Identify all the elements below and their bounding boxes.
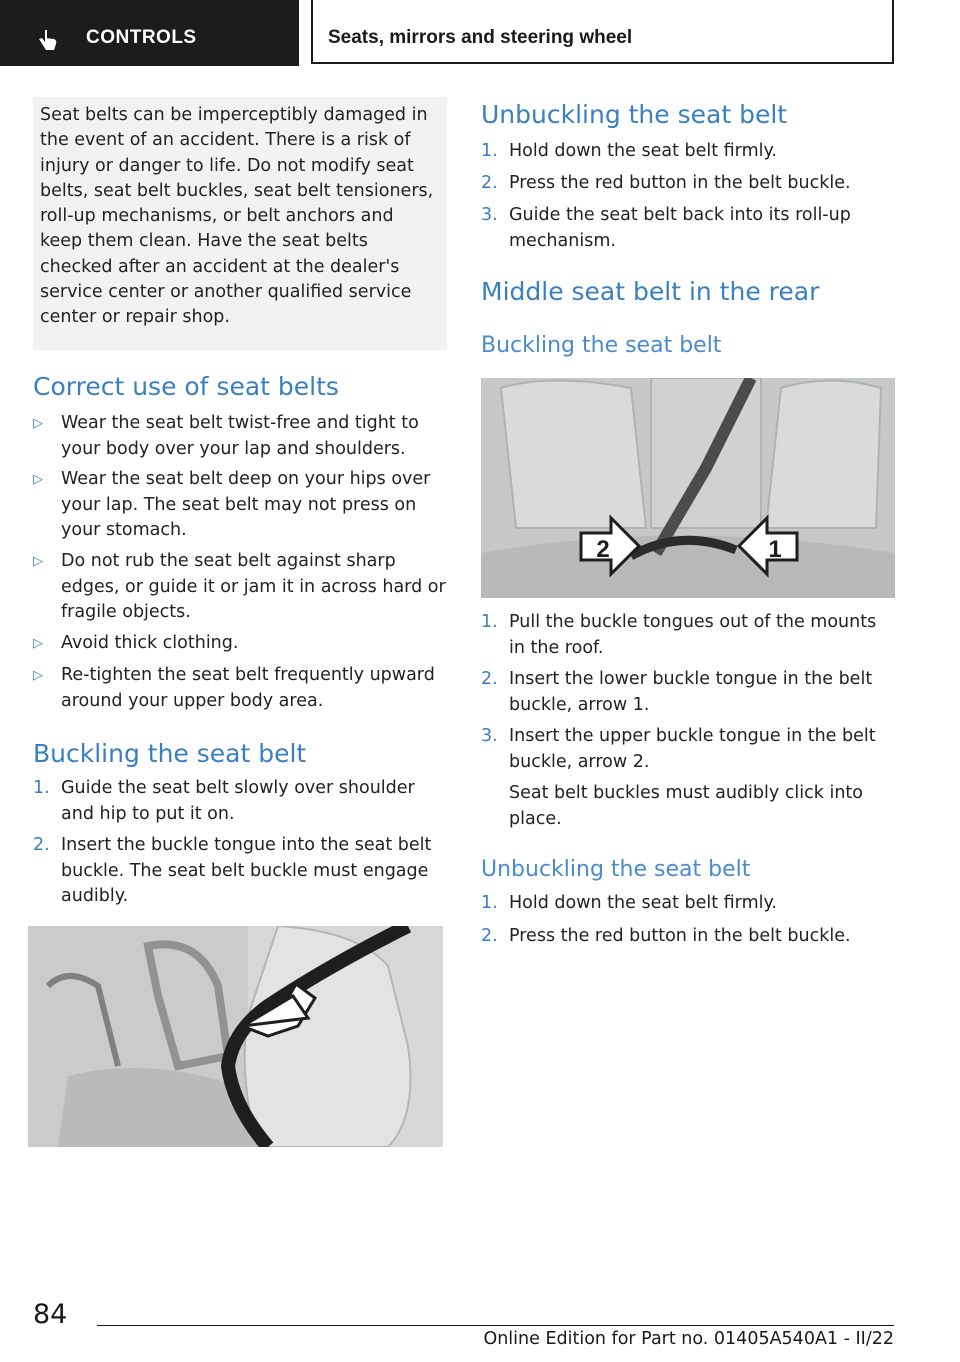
step-note: Seat belt buckles must audibly click into place. (509, 783, 863, 829)
section-tab (0, 0, 299, 66)
rear-middle-seat-figure (481, 378, 895, 598)
warning-box (33, 97, 447, 350)
middle-buckling-heading: Buckling the seat belt (481, 333, 722, 358)
list-item: ▷ Wear the seat belt twist-free and tight to your body over your lap and shoulders. (33, 413, 419, 459)
list-item: ▷ Avoid thick clothing. (33, 631, 447, 657)
list-item: ▷ Wear the seat belt deep on your hips over your lap. The seat belt may not press on your stomach. (33, 469, 431, 540)
bullet-triangle-icon: ▷ (33, 472, 43, 487)
step-item: 2. Press the red button in the belt buckle. (481, 173, 851, 193)
step-item: 2. Insert the lower buckle tongue in the belt buckle, arrow 1. (481, 669, 873, 715)
unbuckling-heading: Unbuckling the seat belt (481, 100, 788, 129)
step-item: 1. Hold down the seat belt firmly. (481, 893, 777, 913)
step-item: 1. Guide the seat belt slowly over shoulder and hip to put it on. (33, 778, 415, 824)
list-item: ▷ Re-tighten the seat belt frequently upward around your upper body area. (33, 665, 435, 711)
bullet-triangle-icon: ▷ (33, 416, 43, 431)
step-item: 2. Press the red button in the belt buckle. (481, 926, 851, 946)
section-label: CONTROLS (86, 27, 197, 48)
front-seat-belt-figure (28, 926, 443, 1147)
figure-label-1: 1 (768, 536, 782, 563)
middle-unbuckling-heading: Unbuckling the seat belt (481, 857, 751, 882)
buckling-heading: Buckling the seat belt (33, 739, 307, 768)
list-item: ▷ Do not rub the seat belt against sharp edges, or guide it or jam it in across hard or fragile objects. (33, 551, 446, 622)
hand-touch-icon (36, 28, 60, 52)
middle-seat-heading: Middle seat belt in the rear (481, 277, 820, 306)
bullet-triangle-icon: ▷ (33, 636, 43, 651)
edition-note: Online Edition for Part no. 01405A540A1 - II/22 (483, 1329, 894, 1349)
step-item: 3. Insert the upper buckle tongue in the belt buckle, arrow 2. (481, 726, 876, 772)
step-item: 1. Hold down the seat belt firmly. (481, 141, 777, 161)
footer-divider (97, 1325, 894, 1326)
step-item: 2. Insert the buckle tongue into the seat belt buckle. The seat belt buckle must engage audibly. (33, 835, 432, 906)
bullet-triangle-icon: ▷ (33, 554, 43, 569)
chapter-title: Seats, mirrors and steering wheel (328, 27, 633, 48)
chapter-header (311, 0, 894, 64)
figure-label-2: 2 (596, 536, 610, 563)
step-item: 1. Pull the buckle tongues out of the mounts in the roof. (481, 612, 877, 658)
step-item: 3. Guide the seat belt back into its roll-up mechanism. (481, 205, 851, 251)
page-number: 84 (33, 1299, 68, 1330)
correct-use-heading: Correct use of seat belts (33, 372, 339, 401)
bullet-triangle-icon: ▷ (33, 668, 43, 683)
warning-text: Seat belts can be imperceptibly damaged in the event of an accident. There is a risk of injury or danger to life. Do not modify seat belts, seat belt buckles, seat belt tensioners, roll-up mechanisms, or belt anchors and keep them clean. Have the seat belts checked after an accident at the dealer's service center or another qualified service center or repair shop. (40, 105, 434, 328)
